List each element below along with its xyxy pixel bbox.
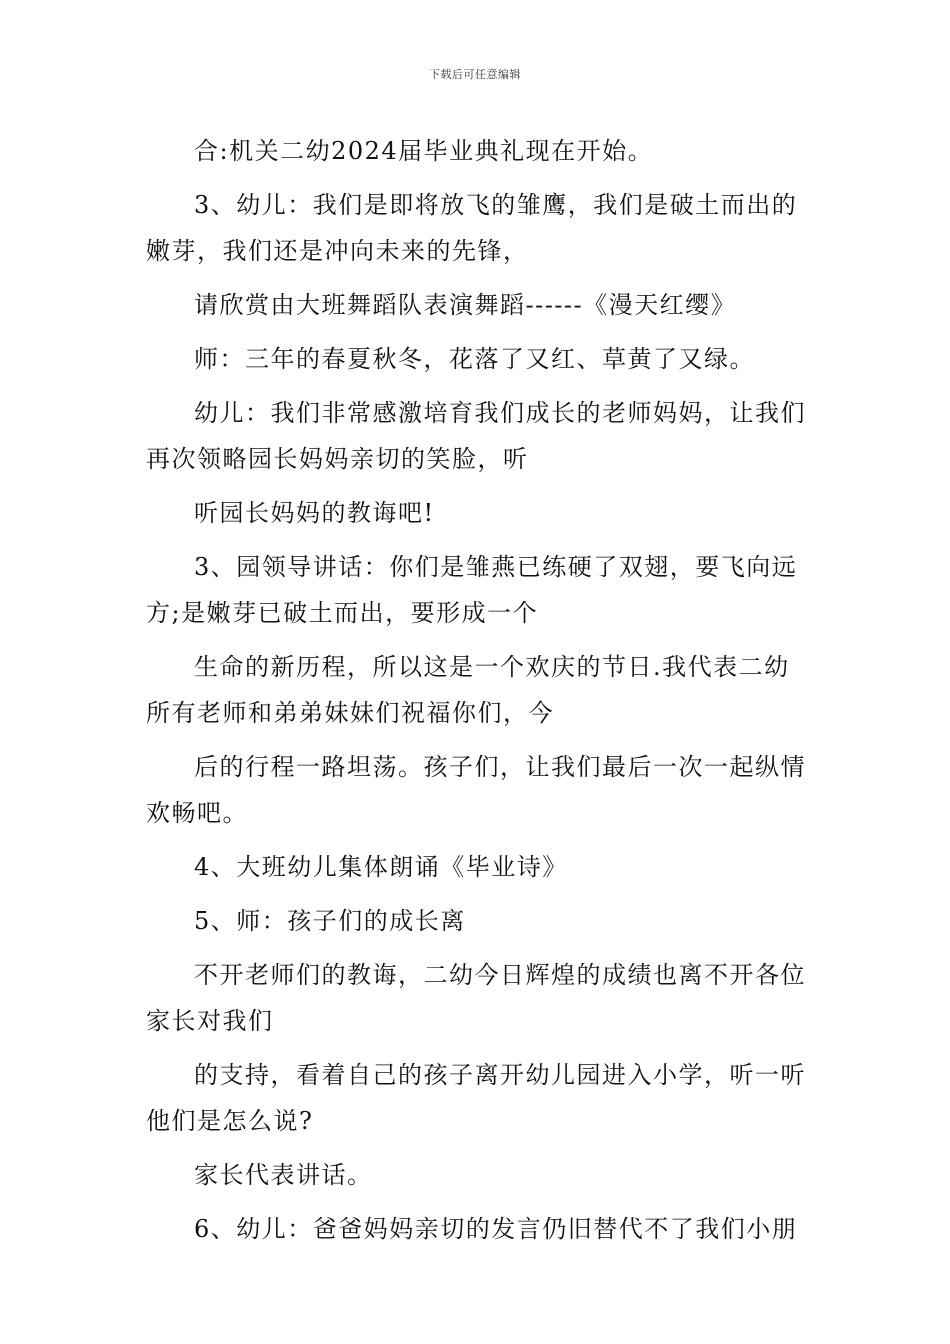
page-header-note: 下载后可任意编辑: [429, 68, 521, 81]
paragraph: 合:机关二幼2024届毕业典礼现在开始。: [194, 137, 654, 165]
paragraph: 师：三年的春夏秋冬，花落了又红、草黄了又绿。: [194, 345, 755, 373]
paragraph: 幼儿：我们非常感激培育我们成长的老师妈妈，让我们再次领略园长妈妈亲切的笑脸，听: [146, 399, 806, 473]
paragraph: 3、园领导讲话：你们是雏燕已练硬了双翅，要飞向远方;是嫩芽已破土而出，要形成一个: [146, 553, 798, 627]
paragraph: 生命的新历程，所以这是一个欢庆的节日.我代表二幼所有老师和弟弟妹妹们祝福你们，今: [146, 653, 790, 727]
paragraph: 5、师：孩子们的成长离: [194, 907, 466, 935]
document-body: [146, 128, 811, 1252]
paragraph: 不开老师们的教诲，二幼今日辉煌的成绩也离不开各位家长对我们: [146, 961, 806, 1035]
paragraph: 家长代表讲话。: [194, 1161, 373, 1189]
paragraph: 请欣赏由大班舞蹈队表演舞蹈------《漫天红缨》: [194, 291, 737, 319]
paragraph: 听园长妈妈的教诲吧!: [194, 499, 435, 527]
paragraph: 6、幼儿：爸爸妈妈亲切的发言仍旧替代不了我们小朋: [194, 1215, 798, 1243]
paragraph: 3、幼儿：我们是即将放飞的雏鹰，我们是破土而出的嫩芽，我们还是冲向未来的先锋，: [146, 191, 798, 265]
paragraph: 的支持，看着自己的孩子离开幼儿园进入小学，听一听他们是怎么说?: [146, 1061, 806, 1135]
paragraph: 4、大班幼儿集体朗诵《毕业诗》: [194, 853, 568, 881]
paragraph: 后的行程一路坦荡。孩子们，让我们最后一次一起纵情欢畅吧。: [146, 753, 806, 827]
